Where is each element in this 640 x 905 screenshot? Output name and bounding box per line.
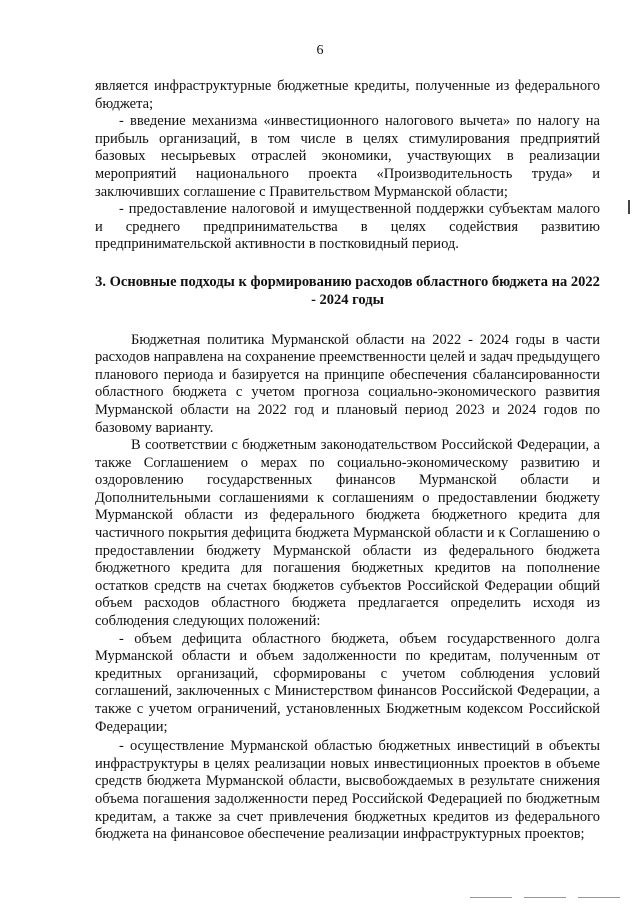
paragraph-investment-deduction: - введение механизма «инвестиционного налогового вычета» по налогу на прибыль организаций, в том числе в целях стимулирования предприятий базовых несырьевых отраслей экономики, участвующих в реализации мероприятий национального проекта «Производительность труда» и заключивших соглашение с Правительством Мурманской области; [95,113,600,200]
section-heading: 3. Основные подходы к формированию расходов областного бюджета на 2022 - 2024 годы [95,273,600,308]
paragraph-deficit-volume: - объем дефицита областного бюджета, объем государственного долга Мурманской области и объем задолженности по кредитам, полученным от кредитных организаций, сформированы с учетом соблюдения условий соглашений, заключенных с Министерством финансов Российской Федерации, а также с учетом ограничений, установленных Бюджетным кодексом Российской Федерации; [95,630,600,735]
scan-line [524,897,566,898]
paragraph-continuation: является инфраструктурные бюджетные кредиты, полученные из федерального бюджета; [95,78,600,112]
scan-line [578,897,620,898]
paragraph-legislation: В соответствии с бюджетным законодательством Российской Федерации, а также Соглашением о мерах по социально-экономическому развитию и оздоровлению государственных финансов Мурманской области и Дополнительными соглашениями к соглашениям о предоставлении бюджету Мурманской области из федерального бюджета бюджетного кредита для частичного покрытия дефицита бюджета Мурманской области и к Соглашению о предоставлении бюджету Мурманской области из федерального бюджета бюджетного кредита для погашения бюджетных кредитов на пополнение остатков средств на счетах бюджетов субъектов Российской Федерации общий объем расходов областного бюджета предлагается определить исходя из соблюдения следующих положений: [95,437,600,630]
paragraph-budget-policy: Бюджетная политика Мурманской области на 2022 - 2024 годы в части расходов направлена на сохранение преемственности целей и задач предыдущего планового периода и базируется на принципе обеспечения сбалансированности областного бюджета с учетом прогноза социально-экономического развития Мурманской области на 2022 год и плановый период 2023 и 2024 годов по базовому варианту. [95,331,600,436]
scan-artifact-lines [470,897,620,899]
scan-line [470,897,512,898]
page-number: 6 [316,43,324,58]
margin-mark [628,200,630,214]
paragraph-investments: - осуществление Мурманской областью бюджетных инвестиций в объекты инфраструктуры в целях реализации новых инвестиционных проектов в объеме средств бюджета Мурманской области, высвобождаемых в результате снижения объема погашения задолженности перед Российской Федерацией по бюджетным кредитам, а также за счет привлечения бюджетных кредитов из федерального бюджета на финансовое обеспечение реализации инфраструктурных проектов; [95,738,600,843]
document-body [95,78,600,844]
paragraph-sme-support: - предоставление налоговой и имущественной поддержки субъектам малого и среднего предпринимательства в целях содействия развитию предпринимательской активности в постковидный период. [95,201,600,253]
